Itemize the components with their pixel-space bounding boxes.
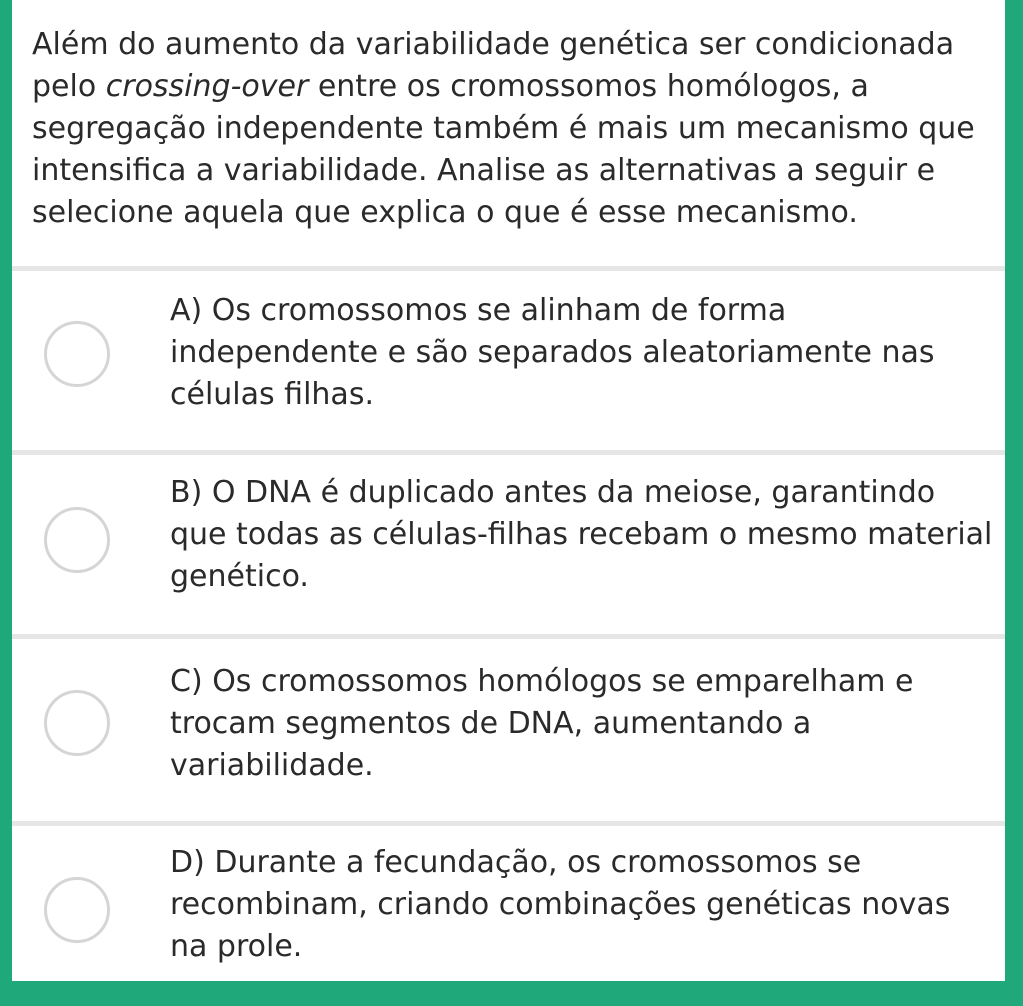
option-d[interactable]: [12, 826, 1005, 1006]
question-text-start: Além do aumento da variabilidade genética ser condicionada pelo: [32, 27, 955, 104]
question-italic-term: crossing-over: [105, 69, 309, 104]
option-a-text: A) Os cromossomos se alinham de forma independente e são separados aleatoriamente nas células filhas.: [170, 293, 935, 412]
radio-button-c[interactable]: [44, 690, 110, 756]
option-d-text: D) Durante a fecundação, os cromossomos se recombinam, criando combinações genéticas novas na prole.: [170, 845, 951, 964]
radio-button-b[interactable]: [44, 507, 110, 573]
option-c-text: C) Os cromossomos homólogos se emparelham e trocam segmentos de DNA, aumentando a variabilidade.: [170, 664, 914, 783]
radio-button-d[interactable]: [44, 877, 110, 943]
option-b-text: B) O DNA é duplicado antes da meiose, garantindo que todas as células-filhas recebam o mesmo material genético.: [170, 475, 993, 594]
option-c[interactable]: [12, 639, 1005, 819]
question-text: [32, 24, 992, 234]
question-text-end: entre os cromossomos homólogos, a segregação independente também é mais um mecanismo que intensifica a variabilidade. Analise as alternativas a seguir e selecione aquela que explica o que é esse mecanismo.: [32, 69, 975, 230]
question-card: [12, 0, 1005, 981]
radio-button-a[interactable]: [44, 321, 110, 387]
option-a[interactable]: [12, 271, 1005, 451]
option-b[interactable]: [12, 455, 1005, 635]
